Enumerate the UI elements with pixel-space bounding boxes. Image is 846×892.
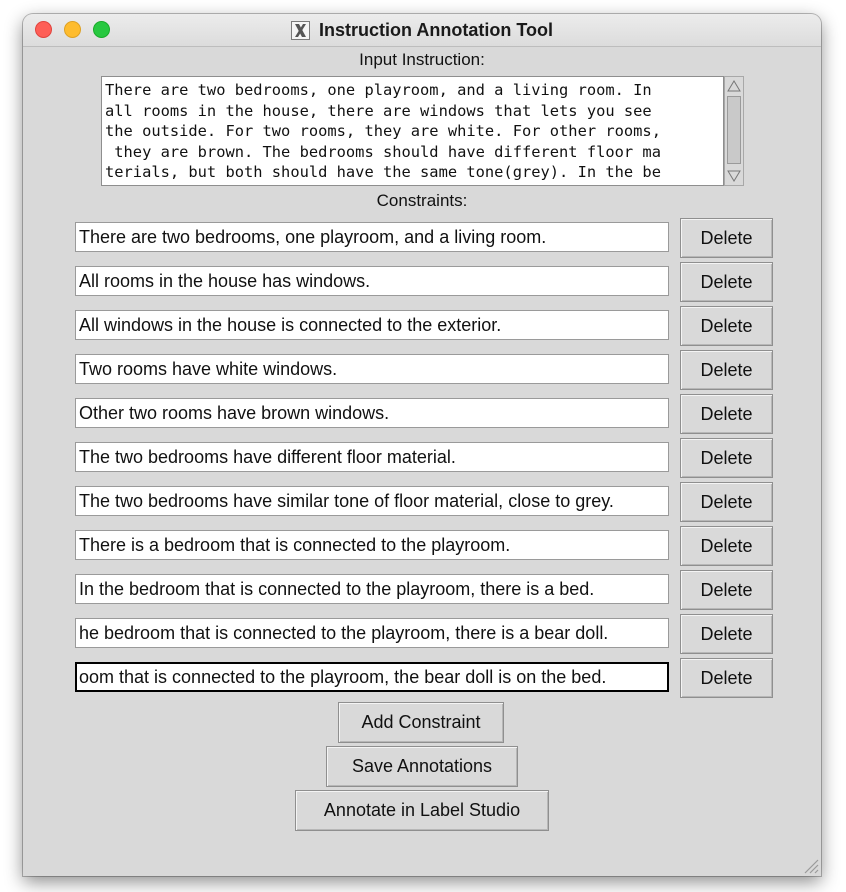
scroll-down-arrow-icon[interactable] <box>726 168 742 184</box>
instruction-textarea[interactable] <box>101 76 724 186</box>
constraint-input[interactable]: There are two bedrooms, one playroom, and a living room. <box>75 222 669 252</box>
delete-constraint-button[interactable]: Delete <box>680 218 773 258</box>
constraint-input-text: he bedroom that is connected to the playroom, there is a bear doll. <box>79 623 609 643</box>
window-title: Instruction Annotation Tool <box>319 19 553 40</box>
constraint-input[interactable]: All windows in the house is connected to the exterior. <box>75 310 669 340</box>
instruction-line: they are brown. The bedrooms should have different floor ma <box>105 142 661 161</box>
title-bar[interactable] <box>23 14 821 47</box>
delete-constraint-button[interactable]: Delete <box>680 570 773 610</box>
constraint-row <box>75 306 773 346</box>
x11-icon <box>291 21 310 40</box>
delete-constraint-button[interactable]: Delete <box>680 658 773 698</box>
constraint-input[interactable]: Other two rooms have brown windows. <box>75 398 669 428</box>
constraints-label: Constraints: <box>376 191 468 210</box>
instruction-line: There are two bedrooms, one playroom, and a living room. In <box>105 81 652 99</box>
scroll-up-arrow-icon[interactable] <box>726 78 742 94</box>
delete-constraint-button[interactable]: Delete <box>680 438 773 478</box>
constraint-row <box>75 438 773 478</box>
constraint-row <box>75 526 773 566</box>
constraint-input[interactable] <box>75 618 669 648</box>
constraint-row <box>75 262 773 302</box>
constraint-row <box>75 218 773 258</box>
constraint-input[interactable]: The two bedrooms have similar tone of floor material, close to grey. <box>75 486 669 516</box>
constraint-row <box>75 394 773 434</box>
save-annotations-button[interactable]: Save Annotations <box>326 746 518 787</box>
constraint-row <box>75 482 773 522</box>
instruction-scrollbar[interactable] <box>724 76 744 186</box>
app-window <box>23 14 821 876</box>
delete-constraint-button[interactable]: Delete <box>680 526 773 566</box>
constraint-row <box>75 658 773 698</box>
constraint-row <box>75 570 773 610</box>
constraint-input-focused[interactable] <box>75 662 669 692</box>
delete-constraint-button[interactable]: Delete <box>680 614 773 654</box>
constraint-input[interactable]: Two rooms have white windows. <box>75 354 669 384</box>
constraint-input[interactable]: All rooms in the house has windows. <box>75 266 669 296</box>
scrollbar-thumb[interactable] <box>727 96 741 164</box>
instruction-line: all rooms in the house, there are windows that lets you see <box>105 101 652 120</box>
constraint-input[interactable]: There is a bedroom that is connected to the playroom. <box>75 530 669 560</box>
annotate-label-studio-button[interactable]: Annotate in Label Studio <box>295 790 549 831</box>
constraint-row <box>75 350 773 390</box>
constraint-input[interactable]: The two bedrooms have different floor material. <box>75 442 669 472</box>
delete-constraint-button[interactable]: Delete <box>680 482 773 522</box>
delete-constraint-button[interactable]: Delete <box>680 262 773 302</box>
delete-constraint-button[interactable]: Delete <box>680 394 773 434</box>
constraint-input[interactable]: In the bedroom that is connected to the playroom, there is a bed. <box>75 574 669 604</box>
add-constraint-button[interactable]: Add Constraint <box>338 702 504 743</box>
constraint-row <box>75 614 773 654</box>
title-group <box>23 14 821 46</box>
constraint-input-text: oom that is connected to the playroom, the bear doll is on the bed. <box>79 667 607 687</box>
delete-constraint-button[interactable]: Delete <box>680 306 773 346</box>
instruction-line: the outside. For two rooms, they are white. For other rooms, <box>105 122 661 140</box>
instruction-text[interactable] <box>105 80 725 184</box>
instruction-line: terials, but both should have the same tone(grey). In the be <box>105 163 661 181</box>
input-instruction-label: Input Instruction: <box>359 50 485 69</box>
delete-constraint-button[interactable]: Delete <box>680 350 773 390</box>
resize-grip-icon[interactable] <box>801 856 819 874</box>
